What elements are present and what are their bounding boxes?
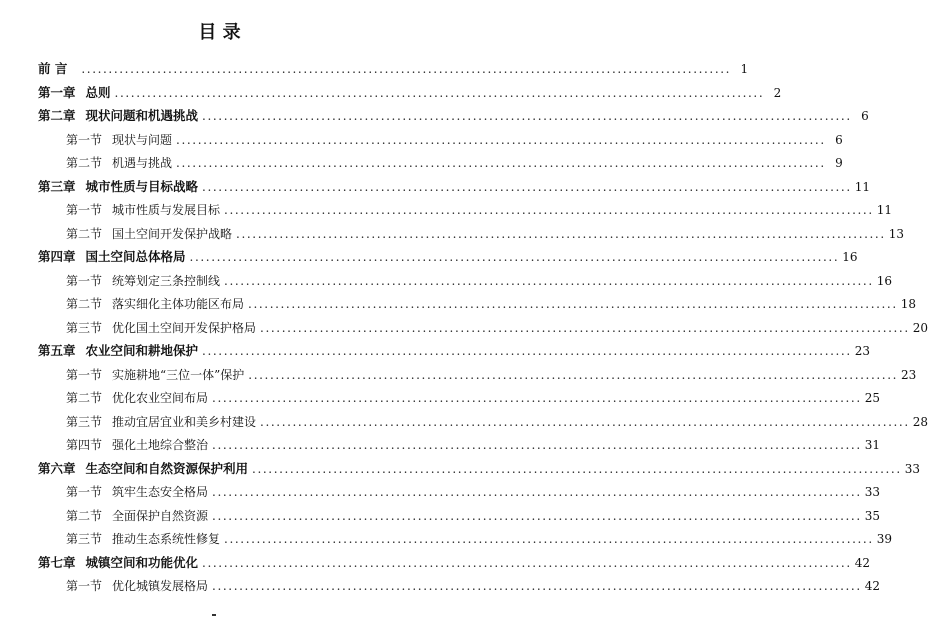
toc-entry-name: 国土空间开发保护战略 (112, 226, 233, 241)
toc-entry-title (66, 436, 208, 454)
toc-entry-number: 第四节 (66, 438, 103, 452)
toc-entry-number: 第一节 (66, 485, 103, 499)
toc-entry-title (38, 460, 248, 478)
toc-entry-number: 第二节 (66, 508, 103, 523)
toc-section-row[interactable] (66, 272, 893, 290)
toc-chapter-row[interactable] (38, 342, 871, 360)
toc-chapter-row[interactable] (38, 554, 871, 572)
toc-page-number: 39 (876, 532, 893, 546)
toc-section-row[interactable] (66, 577, 881, 595)
toc-entry-title (38, 248, 186, 266)
toc-entry-title (66, 483, 208, 501)
toc-entry-number: 前 言 (38, 61, 68, 76)
toc-entry-number: 第二节 (66, 391, 103, 405)
toc-chapter-row[interactable] (38, 178, 871, 196)
toc-entry-name: 优化国土空间开发保护格局 (112, 320, 257, 335)
toc-dot-leader: ........................................................................................................................ (248, 297, 898, 311)
toc-entry-title (66, 225, 232, 243)
toc-entry-title (38, 60, 77, 78)
toc-dot-leader: ........................................................................................................................ (224, 203, 874, 217)
toc-entry-number: 第一章 (38, 84, 76, 100)
toc-entry-name: 优化农业空间布局 (112, 391, 209, 405)
toc-entry-title (66, 201, 220, 219)
toc-section-row[interactable] (66, 389, 881, 407)
toc-entry-name: 现状问题和机遇挑战 (85, 108, 199, 123)
toc-page-number: 20 (912, 320, 928, 335)
toc-page-number: 6 (835, 132, 843, 147)
toc-entry-number: 第四章 (38, 249, 76, 264)
toc-page-number: 35 (864, 508, 881, 523)
toc-entry-number: 第三节 (66, 414, 103, 429)
toc-page-number: 2 (773, 85, 782, 100)
page-footer-mark (212, 614, 216, 616)
toc-section-row[interactable] (66, 483, 881, 501)
toc-page-number: 1 (740, 62, 749, 76)
toc-entry-title (66, 272, 220, 290)
toc-entry-number: 第六章 (38, 460, 76, 476)
toc-page-number: 33 (864, 485, 881, 499)
toc-entry-title (66, 530, 220, 548)
toc-section-row[interactable] (66, 154, 843, 172)
toc-section-row[interactable] (66, 436, 881, 454)
toc-entry-number: 第二节 (66, 226, 103, 241)
toc-entry-title (66, 507, 208, 525)
toc-entry-name: 全面保护自然资源 (112, 508, 209, 523)
toc-entry-title (66, 319, 256, 337)
toc-entry-name: 城镇空间和功能优化 (85, 554, 199, 570)
toc-entry-name: 强化土地综合整治 (112, 438, 209, 452)
toc-entry-title (66, 131, 172, 149)
toc-page-number: 9 (835, 156, 843, 170)
toc-entry-number: 第五章 (38, 343, 76, 358)
toc-chapter-row[interactable] (38, 248, 858, 266)
toc-page-number: 11 (854, 179, 871, 194)
page-title: 目 录 (198, 22, 241, 43)
toc-page-number: 31 (864, 438, 881, 452)
toc-entry-name: 落实细化主体功能区布局 (112, 297, 245, 311)
toc-entry-name: 推动生态系统性修复 (112, 532, 221, 546)
toc-dot-leader: ........................................................................................................................ (212, 391, 862, 405)
toc-page-number: 11 (876, 203, 893, 217)
toc-dot-leader: ........................................................................................................................ (202, 344, 852, 358)
toc-section-row[interactable] (66, 225, 905, 243)
toc-entry-name: 统筹划定三条控制线 (112, 273, 221, 288)
toc-dot-leader: ........................................................................................................................ (81, 62, 732, 76)
toc-entry-title (66, 413, 256, 431)
toc-entry-name: 机遇与挑战 (112, 156, 173, 170)
toc-entry-number: 第三章 (38, 178, 76, 194)
toc-entry-number: 第一节 (66, 273, 103, 288)
toc-page-number: 16 (842, 250, 858, 264)
toc-entry-name: 生态空间和自然资源保护利用 (85, 460, 249, 476)
toc-dot-leader: ........................................................................................................................ (252, 461, 902, 476)
toc-chapter-row[interactable] (38, 107, 869, 125)
toc-page-number: 23 (854, 344, 871, 358)
toc-entry-title (38, 178, 198, 196)
toc-entry-title (66, 389, 208, 407)
toc-entry-title (66, 154, 172, 172)
toc-chapter-row[interactable] (38, 60, 749, 78)
toc-dot-leader: ........................................................................................................................ (176, 132, 826, 147)
toc-section-row[interactable] (66, 295, 917, 313)
toc-entry-title (66, 366, 244, 384)
toc-page-number: 18 (900, 297, 917, 311)
toc-entry-number: 第二节 (66, 156, 103, 170)
toc-entry-number: 第二节 (66, 297, 103, 311)
toc-page-number: 25 (864, 391, 881, 405)
toc-dot-leader: ........................................................................................................................ (260, 414, 910, 429)
toc-entry-name: 城市性质与发展目标 (112, 203, 221, 217)
toc-entry-title (38, 554, 198, 572)
toc-chapter-row[interactable] (38, 460, 921, 478)
toc-dot-leader: ........................................................................................................................ (248, 367, 899, 382)
toc-page-number: 23 (901, 367, 917, 382)
toc-dot-leader: ........................................................................................................................ (212, 579, 862, 593)
toc-dot-leader: ........................................................................................................................ (202, 109, 852, 123)
toc-entry-title (66, 295, 244, 313)
toc-entry-number: 第一节 (66, 132, 103, 147)
toc-entry-title (66, 577, 208, 595)
toc-section-row[interactable] (66, 366, 917, 384)
toc-dot-leader: ........................................................................................................................ (212, 438, 862, 452)
toc-entry-title (38, 342, 198, 360)
toc-entry-number: 第一节 (66, 579, 103, 593)
toc-page-number: 13 (888, 226, 905, 241)
toc-section-row[interactable] (66, 413, 928, 431)
toc-entry-name: 优化城镇发展格局 (112, 579, 209, 593)
toc-entry-name: 国土空间总体格局 (85, 249, 186, 264)
toc-section-row[interactable] (66, 201, 893, 219)
toc-dot-leader: ........................................................................................................................ (114, 85, 765, 100)
toc-page-number: 42 (854, 555, 871, 570)
toc-entry-title (38, 84, 111, 102)
toc-section-row[interactable] (66, 507, 881, 525)
toc-entry-number: 第一节 (66, 367, 103, 382)
toc-entry-number: 第三节 (66, 320, 103, 335)
toc-dot-leader: ........................................................................................................................ (189, 250, 840, 264)
toc-section-row[interactable] (66, 319, 928, 337)
toc-entry-name: 总则 (85, 84, 111, 100)
toc-dot-leader: ........................................................................................................................ (224, 532, 874, 546)
toc-page-number: 42 (864, 579, 881, 593)
toc-page-number: 6 (861, 109, 869, 123)
toc-entry-number: 第七章 (38, 554, 76, 570)
toc-dot-leader: ........................................................................................................................ (212, 508, 862, 523)
toc-entry-number: 第二章 (38, 108, 76, 123)
toc-entry-name: 农业空间和耕地保护 (85, 343, 199, 358)
toc-entry-name: 现状与问题 (112, 132, 173, 147)
toc-dot-leader: ........................................................................................................................ (176, 156, 826, 170)
toc-dot-leader: ........................................................................................................................ (224, 273, 874, 288)
toc-entry-name: 实施耕地“三位一体”保护 (112, 367, 245, 382)
toc-entry-name: 推动宜居宜业和美乡村建设 (112, 414, 257, 429)
toc-dot-leader: ........................................................................................................................ (212, 485, 862, 499)
toc-page-number: 16 (876, 273, 893, 288)
toc-dot-leader: ........................................................................................................................ (202, 179, 852, 194)
toc-dot-leader: ........................................................................................................................ (260, 320, 910, 335)
toc-entry-name: 城市性质与目标战略 (85, 178, 199, 194)
toc-entry-name: 筑牢生态安全格局 (112, 485, 209, 499)
toc-entry-number: 第三节 (66, 532, 103, 546)
toc-entry-number: 第一节 (66, 203, 103, 217)
toc-page-number: 33 (904, 461, 921, 476)
toc-chapter-row[interactable] (38, 84, 782, 102)
toc-section-row[interactable] (66, 530, 893, 548)
toc-page-number: 28 (912, 414, 928, 429)
toc-entry-title (38, 107, 198, 125)
toc-section-row[interactable] (66, 131, 843, 149)
toc-dot-leader: ........................................................................................................................ (202, 555, 852, 570)
toc-dot-leader: ........................................................................................................................ (236, 226, 886, 241)
